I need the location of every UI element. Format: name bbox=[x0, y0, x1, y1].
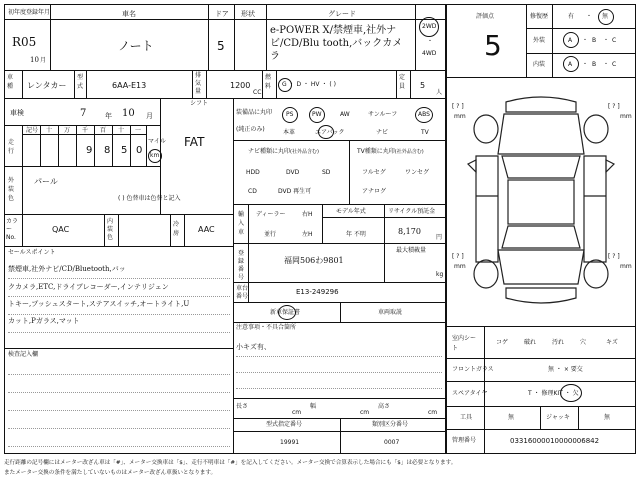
inspection-label: 車検 bbox=[10, 109, 24, 117]
sales-line-2: トキー,プッシュスタート,ステアスイッチ,オートライト,U bbox=[8, 300, 190, 308]
model-year-label: モデル年式 bbox=[336, 208, 366, 215]
load-unit: kg bbox=[436, 271, 444, 278]
color-no-value: QAC bbox=[52, 225, 70, 234]
score-value: 5 bbox=[484, 29, 502, 62]
notes-label: 注意事項・不具合箇所 bbox=[236, 324, 297, 331]
bracket-tr: [ ? ] bbox=[608, 103, 620, 110]
bracket-bl: [ ? ] bbox=[452, 253, 464, 260]
fuel-options: G ・ D ・ HV ・ ( ) bbox=[282, 81, 336, 88]
digit-header-3: 百 bbox=[100, 127, 107, 134]
inspector-label: 検査記入欄 bbox=[8, 351, 39, 358]
unit-tr: mm bbox=[620, 113, 632, 120]
navi-dvd: DVD bbox=[286, 169, 300, 176]
interior-color-label: 内装色 bbox=[107, 218, 114, 241]
length-unit: cm bbox=[292, 409, 302, 416]
door-label: ドア bbox=[215, 10, 229, 18]
tv-oneseg: ワンセグ bbox=[405, 169, 430, 176]
manual-label: 車両取説 bbox=[378, 309, 403, 316]
import-parallel: 並行 bbox=[264, 231, 277, 238]
interior-sheet-label: 室内シート bbox=[452, 335, 477, 352]
spare-value: T ・ 修理KIT ・ 欠 bbox=[528, 390, 579, 397]
car-name-label: 車名 bbox=[122, 10, 136, 18]
door-value: 5 bbox=[217, 39, 225, 53]
tv-sub-text: (社外品含む) bbox=[394, 149, 424, 155]
year-value: R05 bbox=[12, 35, 37, 49]
sales-line-0: 禁煙車,社外ナビ/CD/Bluetooth,バッ bbox=[8, 265, 126, 273]
navi-hdd: HDD bbox=[246, 169, 260, 176]
capacity-unit: 人 bbox=[436, 89, 443, 96]
exterior-label: 外装 bbox=[533, 37, 546, 44]
control-value: 03316000010000006842 bbox=[510, 437, 600, 445]
digit-header-5: 一 bbox=[135, 127, 142, 134]
digit-2: 5 bbox=[121, 145, 128, 156]
repair-dot: ・ bbox=[586, 13, 593, 20]
digit-header-0: 十 bbox=[46, 127, 53, 134]
mileage-sub-label: 記号 bbox=[26, 127, 39, 134]
tools-label: 工具 bbox=[460, 414, 473, 421]
equipment-sub-label: (純正のみ) bbox=[236, 126, 265, 133]
bracket-tl: [ ? ] bbox=[452, 103, 464, 110]
category-label: 車種 bbox=[7, 74, 14, 90]
height-label: 高さ bbox=[378, 403, 391, 410]
jack-value: 無 bbox=[604, 414, 611, 421]
shape-label: 形状 bbox=[241, 10, 255, 18]
unit-km: km bbox=[150, 152, 160, 159]
equip-tv: TV bbox=[421, 129, 429, 136]
digit-header-2: 千 bbox=[82, 127, 89, 134]
color-note: ( ) 色替車は色替と記入 bbox=[118, 195, 181, 202]
navi-dvd-play: DVD 再生可 bbox=[278, 188, 312, 195]
exterior-dot-1: ・ bbox=[582, 37, 589, 44]
import-right: 右H bbox=[302, 211, 313, 218]
color-no-label: カラーNo. bbox=[6, 218, 19, 241]
navi-title-text: ナビ種類に丸印 bbox=[248, 148, 291, 155]
unit-tl: mm bbox=[454, 113, 466, 120]
tv-title bbox=[357, 149, 424, 155]
month-value: 10 bbox=[30, 56, 39, 64]
notes-value: 小キズ有、 bbox=[236, 343, 271, 351]
shift-label: シフト bbox=[190, 100, 209, 107]
displacement-unit: CC bbox=[253, 89, 262, 96]
digit-0: 9 bbox=[86, 145, 93, 156]
color-value: パール bbox=[34, 177, 58, 186]
recycle-label: リサイクル預託金 bbox=[388, 208, 436, 215]
unit-mile: マイル bbox=[148, 138, 166, 145]
bracket-br: [ ? ] bbox=[608, 253, 620, 260]
repair-yes: 有 bbox=[568, 13, 575, 20]
coolant-label: 冷房 bbox=[173, 221, 180, 237]
type-designation-label: 型式指定番号 bbox=[266, 421, 303, 428]
first-reg-label: 初年度登録年月 bbox=[8, 9, 51, 16]
interior-c: C bbox=[612, 61, 617, 68]
registration-label: 登録番号 bbox=[238, 250, 245, 281]
model-value: 6AA-E13 bbox=[112, 81, 147, 90]
inspection-month: 10 bbox=[122, 108, 135, 119]
equip-airbag: エアバック bbox=[315, 129, 345, 136]
sheet-item-2: 汚れ bbox=[552, 339, 565, 346]
exterior-b: B bbox=[592, 37, 597, 44]
width-unit: cm bbox=[360, 409, 370, 416]
recycle-value: 8,170 bbox=[398, 227, 421, 236]
registration-value: 福岡506わ9801 bbox=[284, 256, 344, 265]
exterior-c: C bbox=[612, 37, 617, 44]
inspection-year: 7 bbox=[80, 108, 87, 119]
repair-no: 無 bbox=[602, 13, 609, 20]
main-frame bbox=[4, 4, 446, 454]
equip-aw: AW bbox=[340, 111, 350, 118]
displacement-value: 1200 bbox=[230, 81, 251, 90]
category-no-value: 0007 bbox=[384, 439, 400, 446]
digit-3: 0 bbox=[136, 145, 143, 156]
recycle-unit: 円 bbox=[436, 234, 443, 241]
mileage-label: 走行 bbox=[8, 139, 15, 155]
score-label: 評価点 bbox=[476, 13, 495, 20]
load-label: 最大積載量 bbox=[396, 247, 427, 254]
width-label: 幅 bbox=[310, 403, 317, 410]
length-label: 長さ bbox=[236, 403, 249, 410]
sheet-item-4: キズ bbox=[606, 339, 618, 346]
navi-sd: SD bbox=[322, 169, 331, 176]
front-glass-label: フロントガラス bbox=[452, 366, 494, 373]
navi-title bbox=[248, 149, 319, 155]
control-label: 管理番号 bbox=[452, 437, 477, 444]
vin-value: E13-249296 bbox=[296, 288, 339, 296]
coolant-value: AAC bbox=[198, 225, 215, 234]
category-value: レンタカー bbox=[27, 81, 67, 90]
navi-cd: CD bbox=[248, 188, 257, 195]
capacity-value: 5 bbox=[420, 81, 426, 90]
model-label: 型式 bbox=[77, 74, 84, 90]
interior-dot-1: ・ bbox=[582, 61, 589, 68]
exterior-dot-2: ・ bbox=[603, 37, 610, 44]
exterior-a: A bbox=[568, 37, 573, 44]
unit-br: mm bbox=[620, 263, 632, 270]
digit-header-4: 十 bbox=[118, 127, 125, 134]
import-dealer: ディーラー bbox=[256, 211, 286, 218]
equip-pw: PW bbox=[312, 111, 322, 118]
unit-bl: mm bbox=[454, 263, 466, 270]
vin-label: 車台番号 bbox=[236, 285, 249, 300]
type-designation-value: 19991 bbox=[280, 439, 300, 446]
height-unit: cm bbox=[428, 409, 438, 416]
car-name-value: ノート bbox=[118, 39, 154, 53]
interior-label: 内装 bbox=[533, 61, 546, 68]
equip-navi: ナビ bbox=[376, 129, 389, 136]
import-label: 輸入車 bbox=[238, 211, 245, 236]
equip-leather: 本革 bbox=[283, 129, 296, 136]
interior-dot-2: ・ bbox=[603, 61, 610, 68]
digit-header-1: 万 bbox=[64, 127, 71, 134]
month-unit: 月 bbox=[40, 57, 47, 64]
model-year-value: 年 不明 bbox=[346, 231, 366, 238]
footer-note-2: またメーター交換の条件を満たしていないものはメーター改ざん車扱いとなります。 bbox=[4, 470, 217, 476]
footer-note-1: 走行距離の記号欄にはメーター改ざん車は「#」、メーター交換車は「$」、走行不明車は「#」を記入してください。メーター交換で合算表示した場合にも「$」は必要となります。 bbox=[4, 460, 457, 466]
navi-sub-text: (社外品含む) bbox=[290, 149, 319, 155]
equip-sunroof: サンルーフ bbox=[368, 111, 398, 118]
category-no-label: 類別区分番号 bbox=[372, 421, 409, 428]
capacity-label: 定員 bbox=[399, 74, 406, 90]
displacement-label: 排気量 bbox=[195, 72, 202, 95]
drive-2wd: 2WD bbox=[422, 23, 437, 30]
front-glass-value: 無 ・ × 要交 bbox=[548, 366, 583, 373]
inspection-year-unit: 年 bbox=[105, 112, 112, 120]
tools-value: 無 bbox=[508, 414, 515, 421]
jack-label: ジャッキ bbox=[546, 414, 570, 421]
interior-a: A bbox=[568, 61, 573, 68]
spare-label: スペアタイヤ bbox=[452, 390, 488, 397]
fuel-label: 燃料 bbox=[265, 74, 272, 90]
interior-b: B bbox=[592, 61, 597, 68]
tv-analog: アナログ bbox=[362, 188, 387, 195]
sheet-item-3: 穴 bbox=[580, 339, 587, 346]
sales-line-1: クカメラ,ETC,ドライブレコーダー,インテリジェン bbox=[8, 283, 169, 291]
equipment-label: 装備品に丸印 bbox=[236, 109, 273, 116]
drive-4wd: 4WD bbox=[422, 50, 437, 57]
inspection-month-unit: 月 bbox=[146, 112, 153, 120]
sales-line-3: カット,Pガラス,マット bbox=[8, 317, 80, 325]
sheet-item-0: コゲ bbox=[496, 339, 509, 346]
equip-ps: PS bbox=[286, 111, 294, 118]
tv-fullseg: フルセグ bbox=[362, 169, 386, 176]
digit-1: 8 bbox=[104, 145, 111, 156]
equip-abs: ABS bbox=[418, 111, 430, 118]
car-diagram bbox=[446, 84, 636, 324]
new-warranty: 新車保証書 bbox=[270, 309, 301, 316]
drive-dot: ・ bbox=[427, 38, 434, 45]
grade-value: e-POWER X/禁煙車,社外ナビ/CD/Blu tooth,バックカメラ bbox=[270, 25, 403, 62]
sheet-item-1: 破れ bbox=[524, 339, 537, 346]
import-left: 左H bbox=[302, 231, 313, 238]
grade-label: グレード bbox=[328, 10, 356, 18]
sales-point-label: セールスポイント bbox=[8, 249, 56, 256]
tv-title-text: TV種類に丸印 bbox=[357, 148, 395, 155]
shift-value: FAT bbox=[184, 135, 205, 149]
color-label: 外装色 bbox=[8, 177, 15, 202]
repair-label: 修復歴 bbox=[530, 13, 549, 20]
